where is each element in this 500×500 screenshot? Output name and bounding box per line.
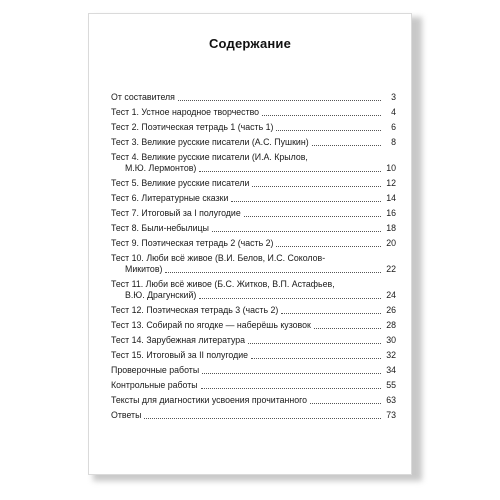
toc-entry (111, 279, 396, 301)
toc-entry (111, 365, 396, 376)
toc-entry (111, 152, 396, 174)
toc-entry (111, 223, 396, 234)
dot-leader (202, 373, 381, 374)
dot-leader (165, 272, 381, 273)
toc-entry-page: 10 (386, 163, 396, 173)
toc-entry-title: Тест 11. Люби всё живое (Б.С. Житков, В.П. Астафьев, (111, 279, 335, 289)
toc-entry-title: Тест 15. Итоговый за II полугодие (111, 350, 249, 360)
toc-entry (111, 178, 396, 189)
toc-entry-page: 16 (386, 208, 396, 218)
dot-leader (231, 201, 381, 202)
dot-leader (201, 388, 381, 389)
toc-entry (111, 137, 396, 148)
toc-entry-title: Ответы (111, 410, 142, 420)
toc-entry-page: 20 (386, 238, 396, 248)
toc-entry-page: 3 (391, 92, 396, 102)
toc-entry-page: 26 (386, 305, 396, 315)
toc-entry-page: 34 (386, 365, 396, 375)
dot-leader (262, 115, 381, 116)
toc-entry-title: Тест 9. Поэтическая тетрадь 2 (часть 2) (111, 238, 274, 248)
toc-entry-title: Тексты для диагностики усвоения прочитанного (111, 395, 308, 405)
toc-entry-title-continued: В.Ю. Драгунский) (125, 290, 197, 300)
toc-entry (111, 208, 396, 219)
toc-entry-title: Тест 12. Поэтическая тетрадь 3 (часть 2) (111, 305, 279, 315)
toc-entry (111, 122, 396, 133)
toc-entry-title: Тест 10. Люби всё живое (В.И. Белов, И.С. Соколов- (111, 253, 326, 263)
dot-leader (310, 403, 381, 404)
toc-entry (111, 320, 396, 331)
dot-leader (314, 328, 381, 329)
toc-entry (111, 335, 396, 346)
toc-entry-page: 4 (391, 107, 396, 117)
toc-entry-title: Тест 6. Литературные сказки (111, 193, 229, 203)
toc-entry (111, 350, 396, 361)
toc-entry-title-continued: М.Ю. Лермонтов) (125, 163, 197, 173)
toc-entry-page: 18 (386, 223, 396, 233)
toc-entry (111, 92, 396, 103)
table-of-contents (111, 92, 396, 421)
toc-entry (111, 395, 396, 406)
dot-leader (251, 358, 381, 359)
toc-entry-page: 6 (391, 122, 396, 132)
toc-entry-page: 30 (386, 335, 396, 345)
toc-entry-title: Тест 4. Великие русские писатели (И.А. Крылов, (111, 152, 308, 162)
toc-entry-title: Тест 3. Великие русские писатели (А.С. Пушкин) (111, 137, 309, 147)
toc-entry (111, 305, 396, 316)
toc-entry-title: Тест 14. Зарубежная литература (111, 335, 246, 345)
document-page (88, 13, 412, 475)
toc-entry-page: 8 (391, 137, 396, 147)
toc-entry-title: Тест 1. Устное народное творчество (111, 107, 260, 117)
toc-entry-page: 22 (386, 264, 396, 274)
dot-leader (276, 130, 381, 131)
toc-entry-title: Проверочные работы (111, 365, 200, 375)
toc-entry (111, 253, 396, 275)
toc-entry-page: 24 (386, 290, 396, 300)
toc-entry-title: Тест 8. Были-небылицы (111, 223, 209, 233)
page-title: Содержание (208, 36, 292, 51)
dot-leader (244, 216, 381, 217)
toc-entry-title-continued: Микитов) (125, 264, 163, 274)
dot-leader (178, 100, 381, 101)
toc-entry (111, 107, 396, 118)
toc-entry-page: 55 (386, 380, 396, 390)
toc-entry-page: 63 (386, 395, 396, 405)
dot-leader (252, 186, 381, 187)
toc-entry-page: 12 (386, 178, 396, 188)
toc-entry-title: От составителя (111, 92, 175, 102)
dot-leader (212, 231, 381, 232)
toc-entry-title: Тест 2. Поэтическая тетрадь 1 (часть 1) (111, 122, 274, 132)
toc-entry-title: Тест 13. Собирай по ягодке — наберёшь кузовок (111, 320, 311, 330)
toc-entry-title: Контрольные работы (111, 380, 198, 390)
dot-leader (199, 298, 381, 299)
dot-leader (248, 343, 381, 344)
dot-leader (199, 171, 381, 172)
toc-entry (111, 410, 396, 421)
toc-entry-page: 73 (386, 410, 396, 420)
dot-leader (276, 246, 381, 247)
toc-entry (111, 193, 396, 204)
toc-entry (111, 238, 396, 249)
dot-leader (312, 145, 381, 146)
toc-entry (111, 380, 396, 391)
toc-entry-page: 32 (386, 350, 396, 360)
dot-leader (281, 313, 381, 314)
dot-leader (144, 418, 381, 419)
toc-entry-title: Тест 7. Итоговый за I полугодие (111, 208, 241, 218)
toc-entry-title: Тест 5. Великие русские писатели (111, 178, 250, 188)
toc-entry-page: 14 (386, 193, 396, 203)
toc-entry-page: 28 (386, 320, 396, 330)
